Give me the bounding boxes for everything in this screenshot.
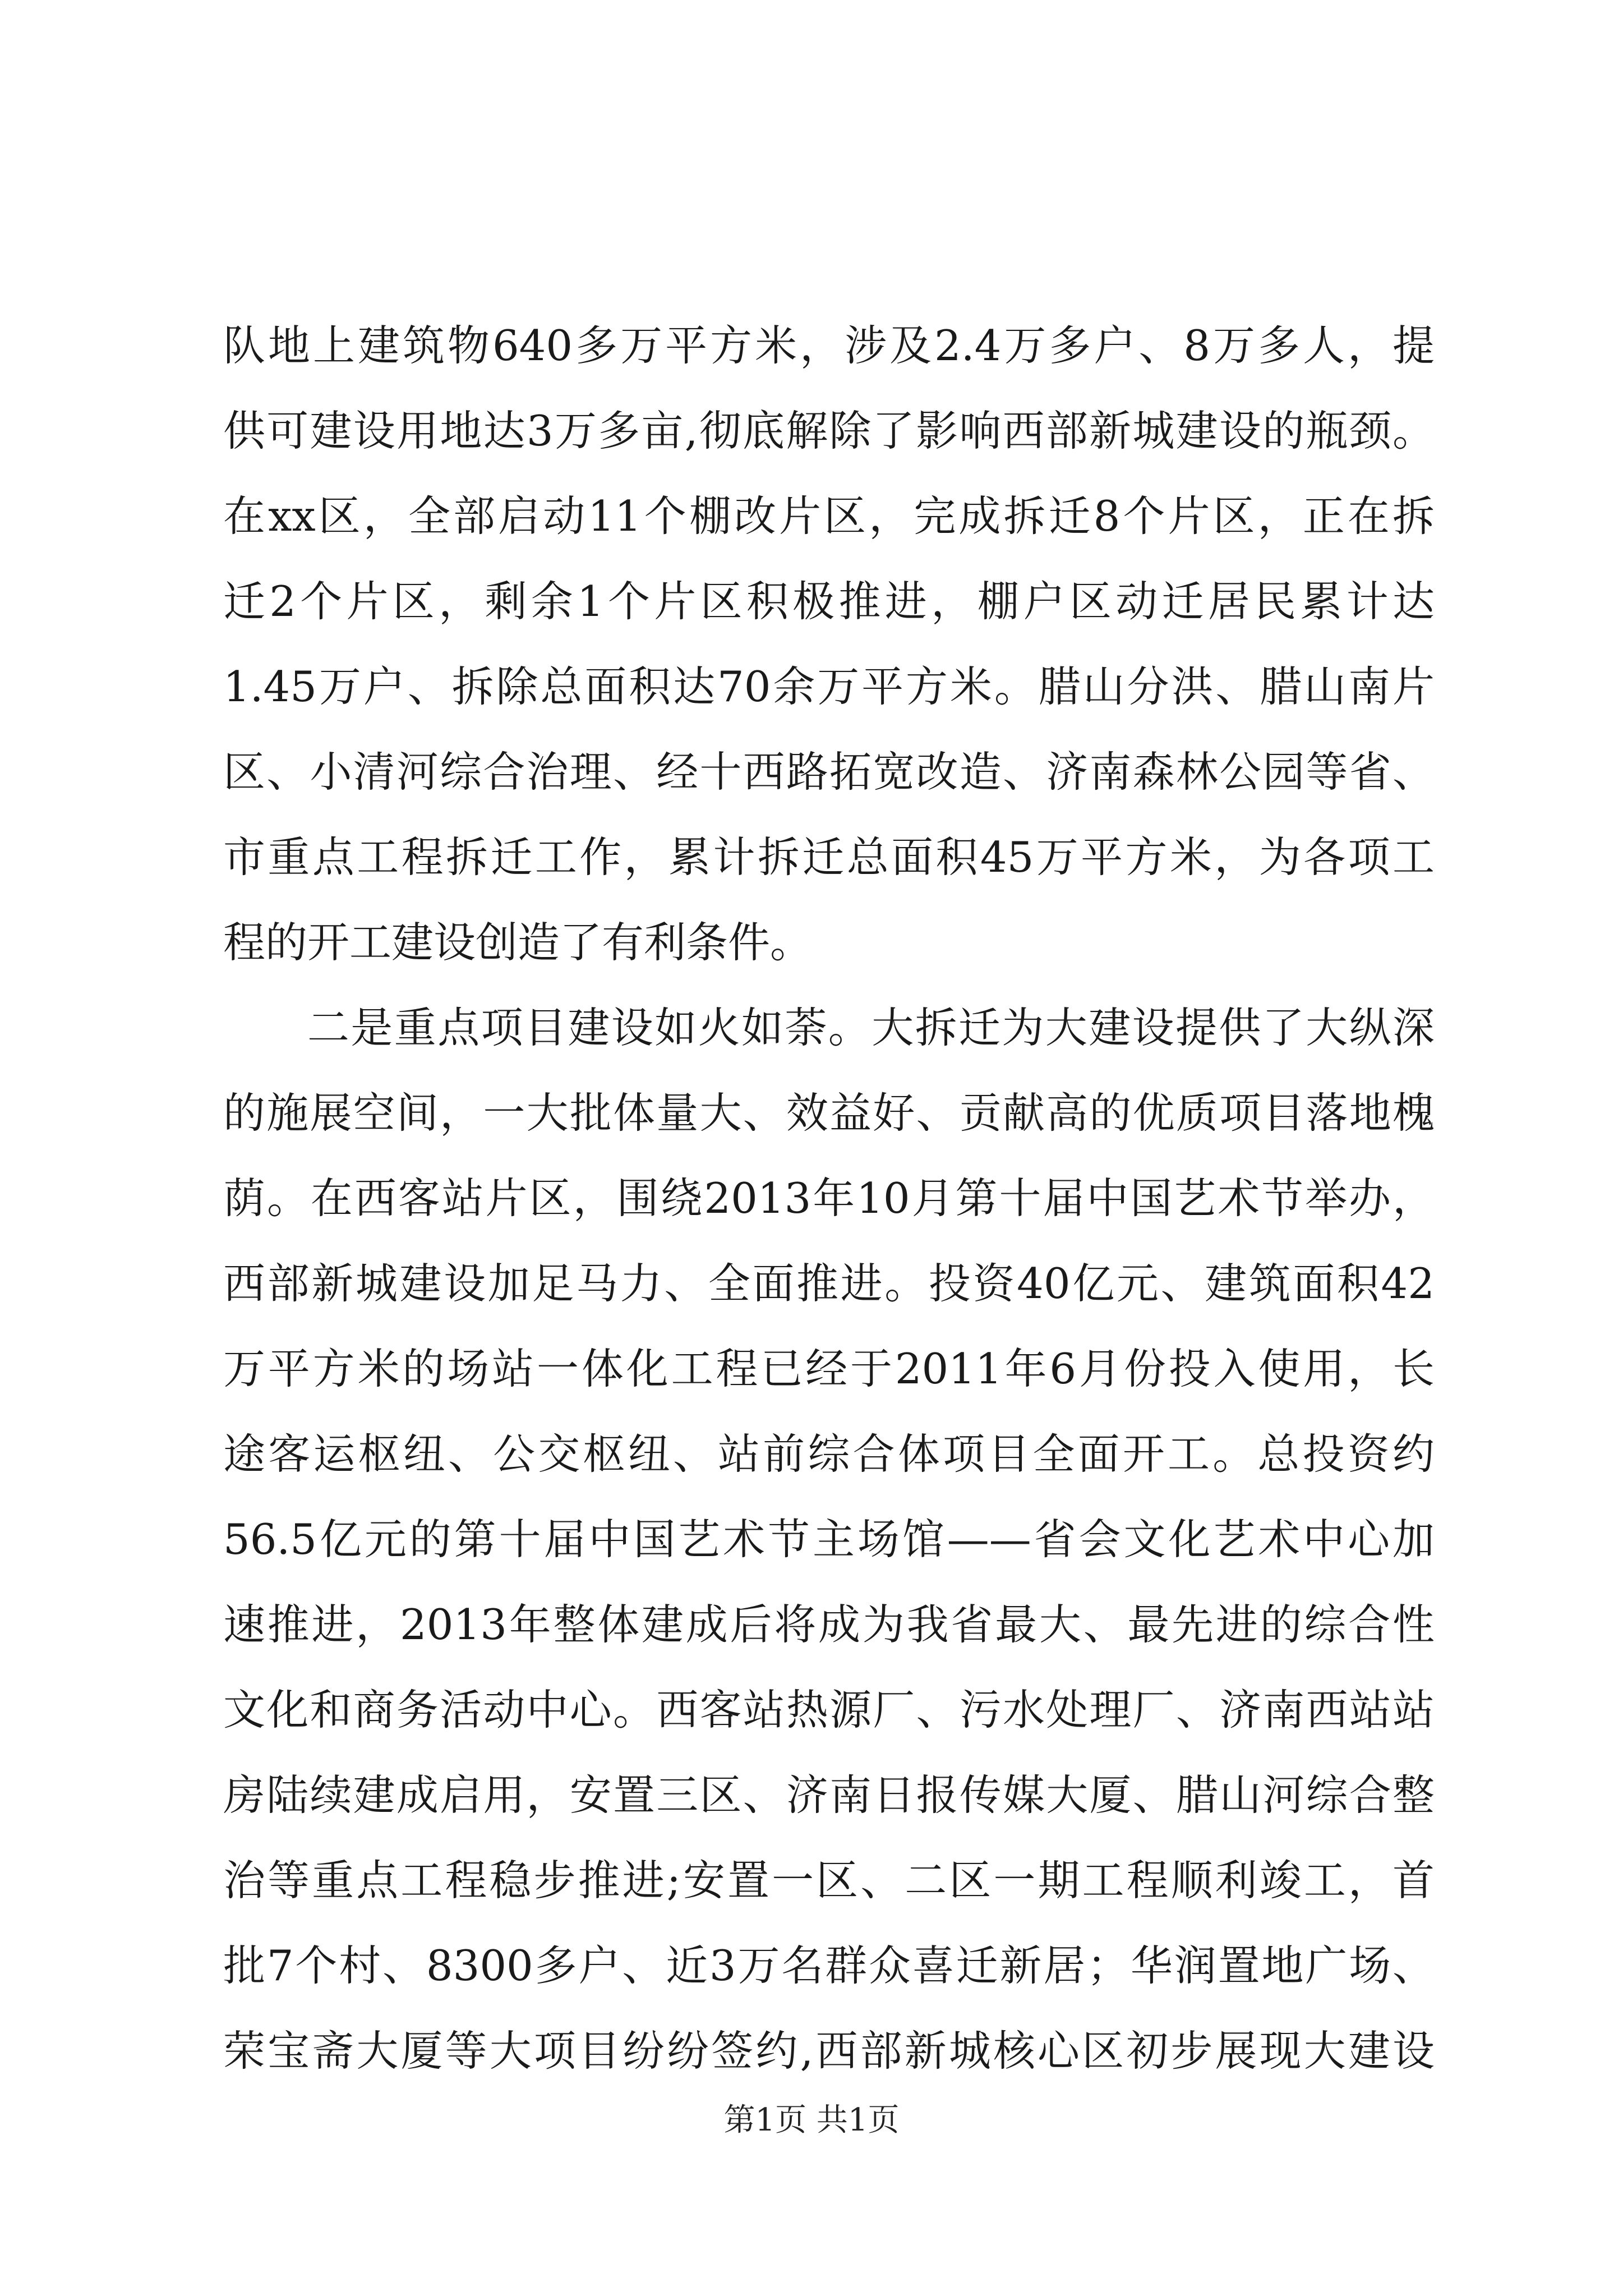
- text-line-14: 途客运枢纽、公交枢纽、站前综合体项目全面开工。总投资约: [223, 1429, 1435, 1479]
- text-line-17: 文化和商务活动中心。西客站热源厂、污水处理厂、济南西站站: [223, 1685, 1435, 1734]
- text-line-19: 治等重点工程稳步推进;安置一区、二区一期工程顺利竣工，首: [223, 1856, 1435, 1905]
- text-line-11: 荫。在西客站片区，围绕2013年10月第十届中国艺术节举办，: [223, 1174, 1435, 1223]
- text-line-4: 迁2个片区，剩余1个片区积极推进，棚户区动迁居民累计达: [223, 577, 1435, 626]
- text-line-18: 房陆续建成启用，安置三区、济南日报传媒大厦、腊山河综合整: [223, 1770, 1435, 1820]
- document-body: [223, 303, 1435, 2093]
- text-line-15: 56.5亿元的第十届中国艺术节主场馆——省会文化艺术中心加: [223, 1515, 1435, 1564]
- text-line-7: 市重点工程拆迁工作，累计拆迁总面积45万平方米，为各项工: [223, 832, 1435, 882]
- text-line-8: 程的开工建设创造了有利条件。: [223, 918, 813, 967]
- text-line-1: 队地上建筑物640多万平方米，涉及2.4万多户、8万多人，提: [223, 321, 1435, 370]
- text-line-21: 荣宝斋大厦等大项目纷纷签约,西部新城核心区初步展现大建设: [223, 2026, 1435, 2076]
- text-line-20: 批7个村、8300多户、近3万名群众喜迁新居；华润置地广场、: [223, 1941, 1435, 1990]
- page-footer: [0, 2101, 1623, 2140]
- text-line-16: 速推进，2013年整体建成后将成为我省最大、最先进的综合性: [223, 1600, 1435, 1649]
- text-line-9: 二是重点项目建设如火如荼。大拆迁为大建设提供了大纵深: [307, 1003, 1435, 1052]
- page-number-label: 第1页 共1页: [723, 2102, 900, 2138]
- text-line-13: 万平方米的场站一体化工程已经于2011年6月份投入使用，长: [223, 1344, 1435, 1393]
- text-line-10: 的施展空间，一大批体量大、效益好、贡献高的优质项目落地槐: [223, 1088, 1435, 1138]
- text-line-5: 1.45万户、拆除总面积达70余万平方米。腊山分洪、腊山南片: [223, 662, 1435, 711]
- text-line-3: 在xx区，全部启动11个棚改片区，完成拆迁8个片区，正在拆: [223, 491, 1435, 541]
- text-line-12: 西部新城建设加足马力、全面推进。投资40亿元、建筑面积42: [223, 1259, 1435, 1308]
- text-line-6: 区、小清河综合治理、经十西路拓宽改造、济南森林公园等省、: [223, 747, 1435, 797]
- text-line-2: 供可建设用地达3万多亩,彻底解除了影响西部新城建设的瓶颈。: [223, 406, 1435, 455]
